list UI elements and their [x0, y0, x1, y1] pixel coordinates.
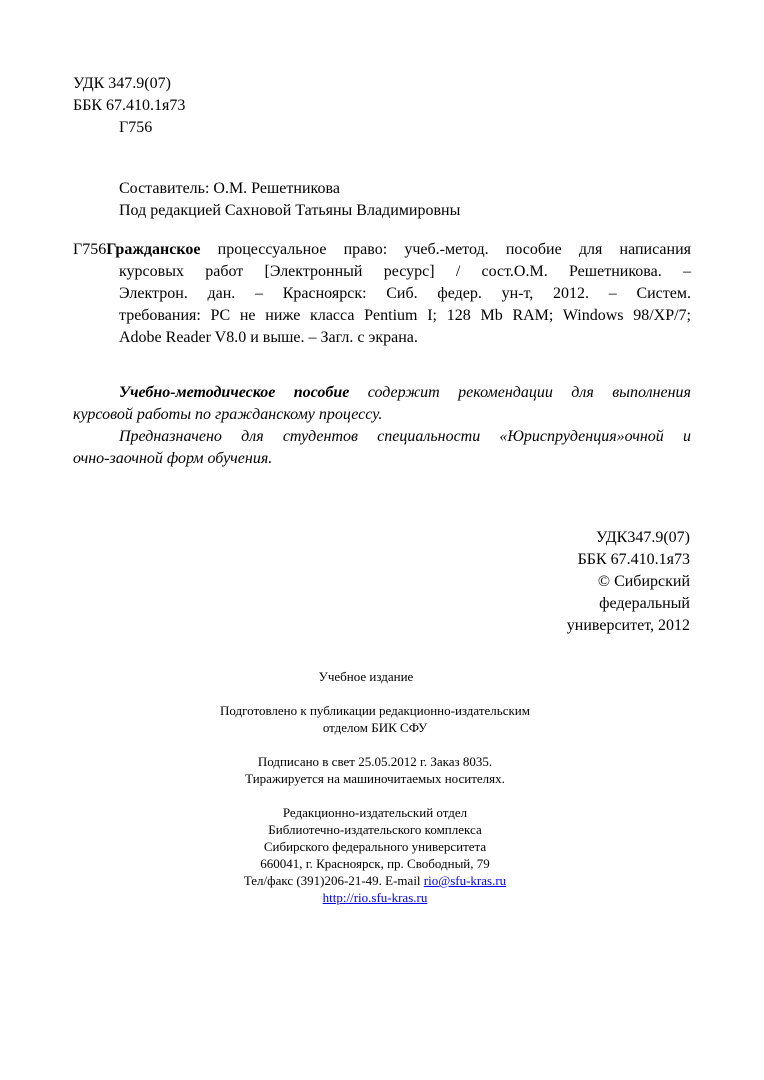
- copies-line: Тиражируется на машиночитаемых носителях.: [245, 771, 505, 786]
- copyright-line-1: © Сибирский: [597, 573, 690, 590]
- annotation-p1-line1: Учебно-методическое пособие содержит рекомендации для выполнения: [119, 384, 691, 401]
- editor-line: Под редакцией Сахновой Татьяны Владимировны: [119, 202, 461, 219]
- bib-title: Гражданское: [106, 241, 201, 258]
- bib-line-5: Adobe Reader V8.0 и выше. – Загл. с экрана.: [119, 329, 418, 346]
- edition-type: Учебное издание: [318, 669, 414, 684]
- annotation-p2-line2: очно-заочной форм обучения.: [73, 450, 273, 467]
- bib-record: [73, 239, 691, 349]
- dept-line-2: Библиотечно-издательского комплекса: [268, 822, 482, 837]
- udk-code: УДК 347.9(07): [73, 75, 171, 92]
- bib-line-1-rest: процессуальное право: учеб.-метод. пособие для написания: [200, 241, 691, 258]
- copyright-line-2: федеральный: [599, 595, 690, 612]
- website-link[interactable]: http://rio.sfu-kras.ru: [322, 890, 428, 905]
- signed-line: Подписано в свет 25.05.2012 г. Заказ 8035.: [257, 754, 493, 769]
- bib-line-2: курсовых работ [Электронный ресурс] / сост.О.М. Решетникова. –: [119, 263, 691, 280]
- address-line: 660041, г. Красноярск, пр. Свободный, 79: [260, 856, 490, 871]
- prepared-line-1: Подготовлено к публикации редакционно-издательским: [219, 703, 530, 718]
- phone-line: Тел/факс (391)206-21-49. E-mail rio@sfu-kras.ru: [243, 873, 507, 888]
- copyright-line-3: университет, 2012: [566, 617, 690, 634]
- header-codes: [73, 73, 185, 139]
- prepared-line-2: отделом БИК СФУ: [322, 720, 428, 735]
- compiler-line: Составитель: О.М. Решетникова: [119, 180, 340, 197]
- authors-block: [119, 178, 460, 222]
- udk-code-right: УДК347.9(07): [596, 529, 690, 546]
- annotation: [73, 382, 691, 470]
- bib-code: Г756: [73, 241, 107, 258]
- annotation-lead: Учебно-методическое пособие: [119, 384, 350, 401]
- author-sign: Г756: [119, 119, 153, 136]
- bib-line-3: Электрон. дан. – Красноярск: Сиб. федер. ун-т, 2012. – Систем.: [119, 285, 691, 302]
- bbk-code: ББК 67.410.1я73: [73, 97, 186, 114]
- bib-line-1: [73, 239, 691, 261]
- dept-line-1: Редакционно-издательский отдел: [282, 805, 468, 820]
- annotation-p2-line1: Предназначено для студентов специальности «Юриспруденция»очной и: [119, 428, 691, 445]
- annotation-p1-line2: курсовой работы по гражданскому процессу.: [73, 406, 383, 423]
- bib-line-4: требования: PC не ниже класса Pentium I; 128 Mb RAM; Windows 98/XP/7;: [119, 307, 691, 324]
- bbk-code-right: ББК 67.410.1я73: [577, 551, 690, 568]
- dept-line-3: Сибирского федерального университета: [263, 839, 487, 854]
- imprint: [0, 668, 764, 906]
- email-link[interactable]: rio@sfu-kras.ru: [423, 873, 507, 888]
- right-codes: [567, 527, 690, 637]
